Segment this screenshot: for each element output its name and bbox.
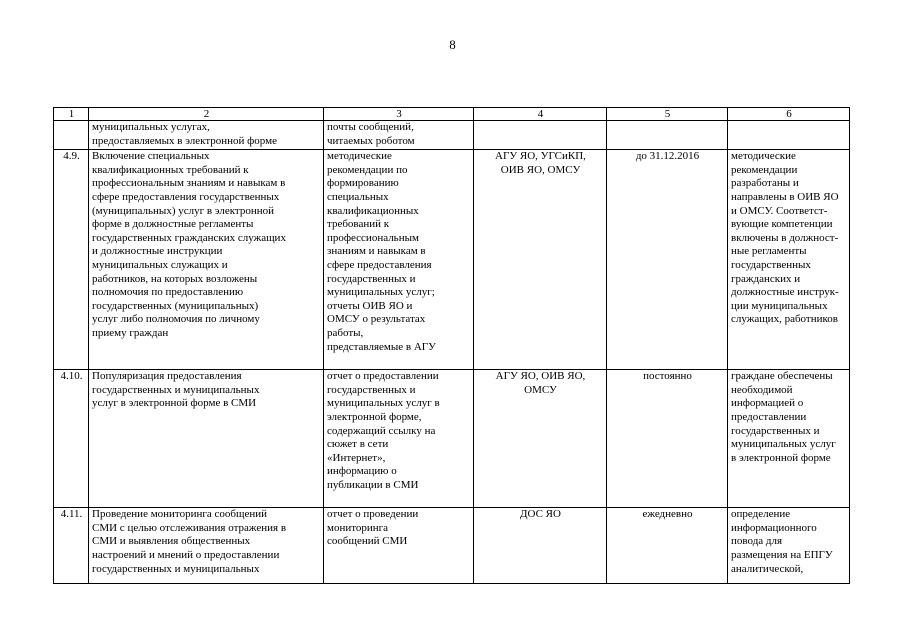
measure-cell: Популяризация предоставления государственных и муниципальных услуг в электронной форме в СМИ <box>89 370 324 508</box>
executor-cell: АГУ ЯО, ОИВ ЯО, ОМСУ <box>474 370 607 508</box>
column-header-3: 3 <box>324 108 474 121</box>
table-body <box>54 121 850 584</box>
column-header-6: 6 <box>728 108 850 121</box>
column-header-4: 4 <box>474 108 607 121</box>
outcome-cell <box>728 121 850 150</box>
executor-cell: АГУ ЯО, УГСиКП, ОИВ ЯО, ОМСУ <box>474 150 607 370</box>
outcome-cell: определение информационного повода для размещения на ЕПГУ аналитической, <box>728 508 850 584</box>
measure-cell: муниципальных услугах, предоставляемых в электронной форме <box>89 121 324 150</box>
plan-table <box>53 107 850 584</box>
table-row-4-11 <box>54 508 850 584</box>
header-row <box>54 108 850 121</box>
table-row-4-10 <box>54 370 850 508</box>
term-cell: до 31.12.2016 <box>607 150 728 370</box>
measure-cell: Включение специальных квалификационных требований к профессиональным знаниям и навыкам в сфере предоставления государственных (муниципальных) услуг в электронной форме в должностные регламенты государственных гражданских служащих и должностные инструкции муниципальных служащих и работников, на которых возложены полномочия по предоставлению государственных (муниципальных) услуг либо полномочия по личному приему граждан <box>89 150 324 370</box>
table-row-4-9 <box>54 150 850 370</box>
result-cell: отчет о предоставлении государственных и муниципальных услуг в электронной форме, содержащий ссылку на сюжет в сети «Интернет», информацию о публикации в СМИ <box>324 370 474 508</box>
result-cell: отчет о проведении мониторинга сообщений СМИ <box>324 508 474 584</box>
term-cell <box>607 121 728 150</box>
term-cell: постоянно <box>607 370 728 508</box>
outcome-cell: методические рекомендации разработаны и направлены в ОИВ ЯО и ОМСУ. Соответст- вующие компетенции включены в должност- ные регламенты государственных гражданских и должностные инструк- ции муниципальных служащих, работников <box>728 150 850 370</box>
table-header <box>54 108 850 121</box>
executor-cell: ДОС ЯО <box>474 508 607 584</box>
row-number: 4.10. <box>54 370 89 508</box>
page-number: 8 <box>449 37 456 52</box>
measure-cell: Проведение мониторинга сообщений СМИ с целью отслеживания отражения в СМИ и выявления общественных настроений и мнений о предоставлении государственных и муниципальных <box>89 508 324 584</box>
row-number <box>54 121 89 150</box>
result-cell: почты сообщений, читаемых роботом <box>324 121 474 150</box>
table-row-continuation <box>54 121 850 150</box>
row-number: 4.9. <box>54 150 89 370</box>
result-cell: методические рекомендации по формированию специальных квалификационных требований к профессиональным знаниям и навыкам в сфере предоставления государственных и муниципальных услуг; отчеты ОИВ ЯО и ОМСУ о результатах работы, представляемые в АГУ <box>324 150 474 370</box>
column-header-2: 2 <box>89 108 324 121</box>
column-header-5: 5 <box>607 108 728 121</box>
column-header-1: 1 <box>54 108 89 121</box>
outcome-cell: граждане обеспечены необходимой информацией о предоставлении государственных и муниципальных услуг в электронной форме <box>728 370 850 508</box>
term-cell: ежедневно <box>607 508 728 584</box>
executor-cell <box>474 121 607 150</box>
row-number: 4.11. <box>54 508 89 584</box>
